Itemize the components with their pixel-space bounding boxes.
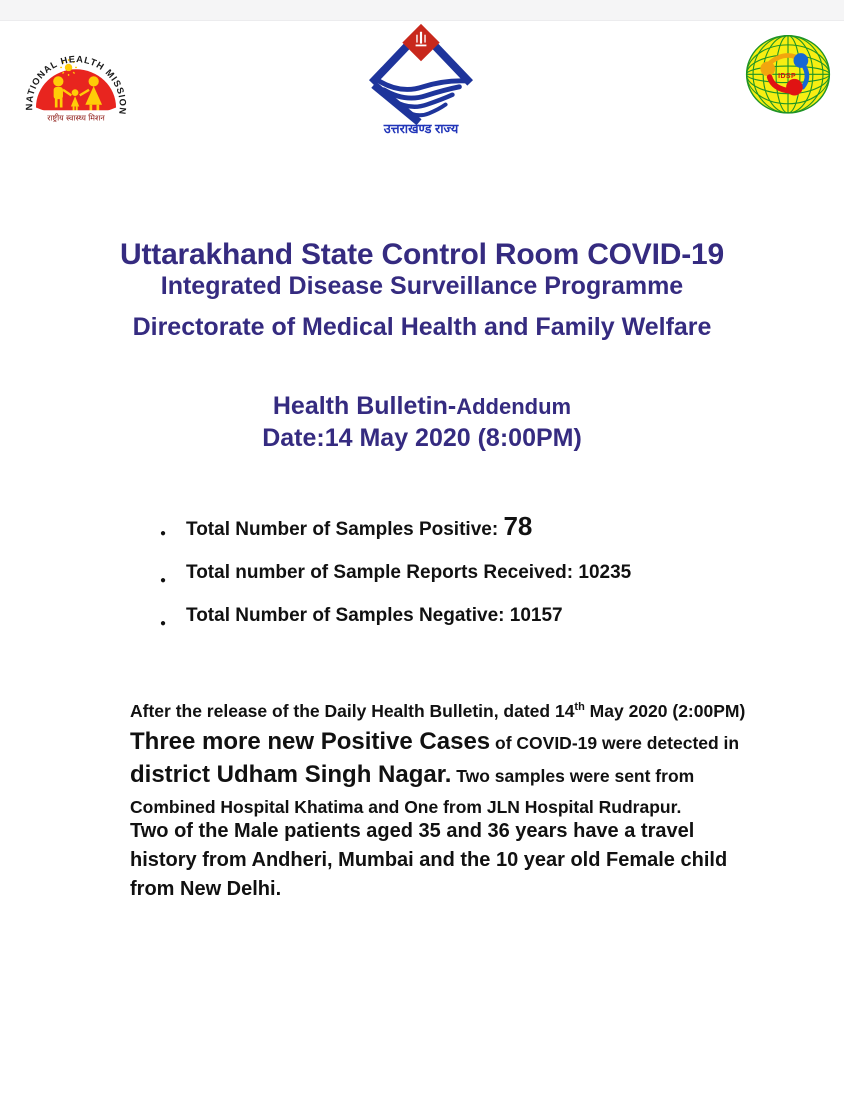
emblem-red-diamond xyxy=(402,24,439,61)
page-title: Uttarakhand State Control Room COVID-19 xyxy=(120,238,724,271)
nhm-logo-icon xyxy=(22,36,130,138)
paragraph-text: May 2020 (2:00PM) xyxy=(584,700,746,721)
idsp-globe-icon xyxy=(742,32,834,124)
travel-history-paragraph: Two of the Male patients aged 35 and 36 years have a travel history from Andheri, Mumbai and the 10 year old Female child from New Delhi. xyxy=(130,820,728,900)
paragraph-text: After the release of the Daily Health Bulletin, dated 14 xyxy=(130,700,575,721)
bulletin-title-sub: Addendum xyxy=(456,394,572,419)
nhm-arc-text: NATIONAL HEALTH MISSION xyxy=(24,54,128,116)
paragraph-text: Two samples were sent from Combined Hospital Khatima and One from JLN Hospital Rudrapur. xyxy=(130,766,695,818)
bulletin-title-main: Health Bulletin- xyxy=(272,392,457,420)
stat-reports-received xyxy=(158,559,758,587)
uttarakhand-emblem-icon xyxy=(362,18,480,136)
bulletin-title xyxy=(0,392,844,421)
stat-label: Total Number of Samples Positive: xyxy=(186,519,504,540)
directorate-heading: Directorate of Medical Health and Family Welfare xyxy=(132,313,712,341)
idsp-center-label: IDSP xyxy=(778,73,797,80)
stat-label: Total number of Sample Reports Received: xyxy=(186,562,579,583)
stat-value: 78 xyxy=(503,511,533,541)
stat-samples-positive xyxy=(158,512,758,544)
nhm-hindi-caption: राष्ट्रीय स्वास्थ्य मिशन xyxy=(47,113,105,123)
highlight-district: district Udham Singh Nagar. xyxy=(130,761,452,789)
ordinal-superscript: th xyxy=(574,700,585,713)
bulletin-date: Date:14 May 2020 (8:00PM) xyxy=(262,424,582,452)
uttarakhand-hindi-caption: उत्तराखण्ड राज्य xyxy=(383,121,459,136)
highlight-new-positive-cases: Three more new Positive Cases xyxy=(130,728,491,756)
paragraph-text: of COVID-19 were detected in xyxy=(490,733,740,754)
stat-samples-negative xyxy=(158,602,758,630)
stat-value: 10235 xyxy=(578,562,632,583)
stat-label: Total Number of Samples Negative: xyxy=(186,605,510,626)
page-subtitle: Integrated Disease Surveillance Programme xyxy=(160,272,684,300)
stats-list xyxy=(158,512,758,645)
addendum-paragraph xyxy=(130,692,764,824)
stat-value: 10157 xyxy=(509,605,563,626)
